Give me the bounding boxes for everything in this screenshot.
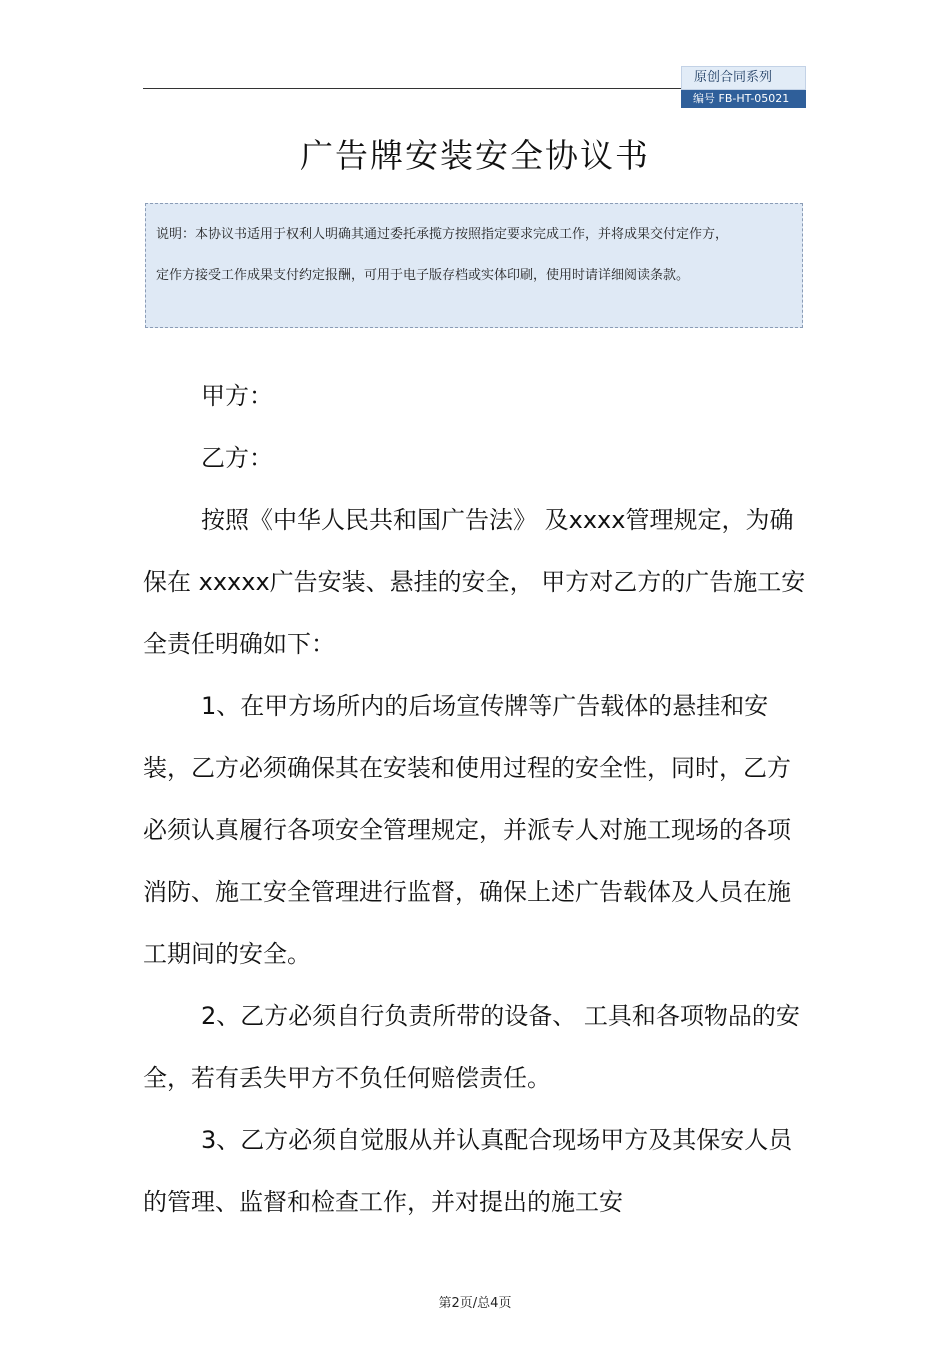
page-indicator: 第2页/总4页 xyxy=(438,1296,512,1311)
clause-1-paragraph: 1、在甲方场所内的后场宣传牌等广告载体的悬挂和安装，乙方必须确保其在安装和使用过程的安全性，同时，乙方必须认真履行各项安全管理规定，并派专人对施工现场的各项消防、施工安全管理进行监督，确保上述广告载体及人员在施工期间的安全。 xyxy=(143,692,791,968)
preamble-paragraph: 按照《中华人民共和国广告法》 及xxxx管理规定，为确保在 xxxxx广告安装、悬挂的安全， 甲方对乙方的广告施工安全责任明确如下： xyxy=(143,506,806,658)
agreement-body xyxy=(143,365,808,1233)
page-title: 广告牌安装安全协议书 xyxy=(300,136,650,175)
clause-2-paragraph: 2、乙方必须自行负责所带的设备、 工具和各项物品的安全，若有丢失甲方不负任何赔偿责任。 xyxy=(143,1002,800,1092)
party-a-line: 甲方： xyxy=(201,382,273,410)
party-b-line: 乙方： xyxy=(201,444,273,472)
series-label: 原创合同系列 xyxy=(681,66,806,90)
document-code: 编号 FB-HT-05021 xyxy=(681,90,806,108)
header-rule xyxy=(143,88,681,89)
instructions-note: 说明：本协议书适用于权利人明确其通过委托承揽方按照指定要求完成工作，并将成果交付定作方，定作方接受工作成果支付约定报酬，可用于电子版存档或实体印刷，使用时请详细阅读条款。 xyxy=(145,203,803,328)
clause-3-paragraph: 3、乙方必须自觉服从并认真配合现场甲方及其保安人员的管理、监督和检查工作，并对提出的施工安 xyxy=(143,1126,793,1216)
series-badge xyxy=(681,66,806,108)
